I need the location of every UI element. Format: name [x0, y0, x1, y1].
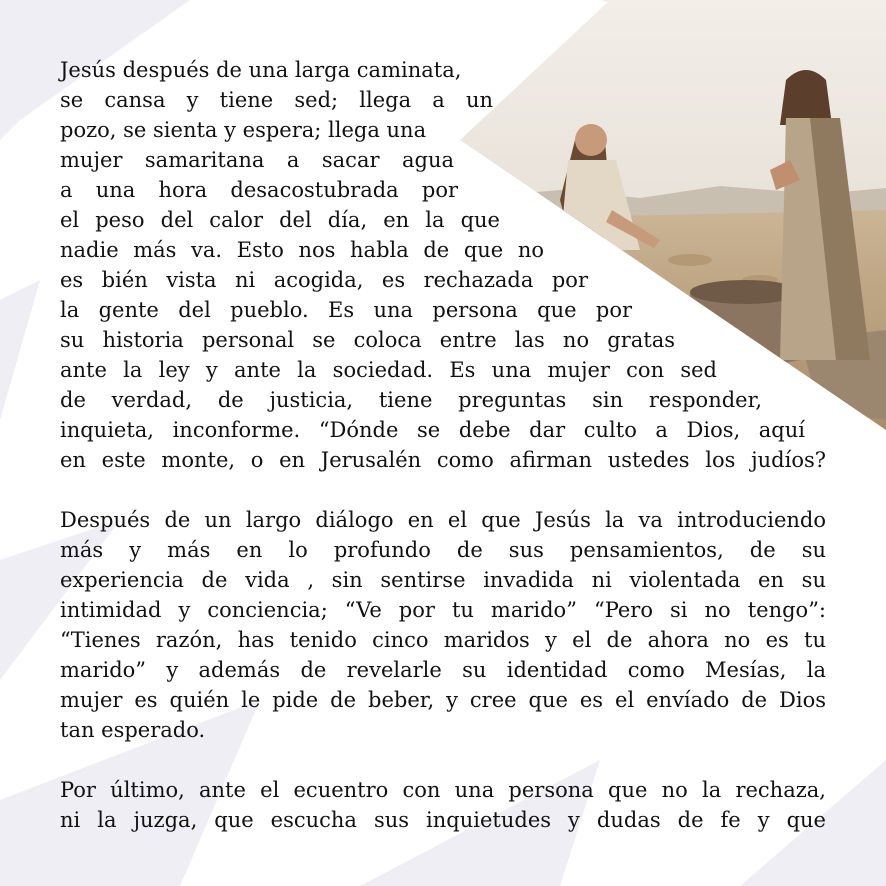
intro-line: en este monte, o en Jerusalén como afirman ustedes los judíos?: [60, 448, 826, 472]
intro-line: a una hora desacostubrada por: [60, 178, 458, 202]
paragraph-2-line: más y más en lo profundo de sus pensamientos, de su: [60, 538, 826, 562]
paragraph-3-line: ni la juzga, que escucha sus inquietudes y dudas de fe y que: [60, 808, 826, 832]
paragraph-2-line: Después de un largo diálogo en el que Jesús la va introduciendo: [60, 508, 826, 532]
intro-line: nadie más va. Esto nos habla de que no: [60, 238, 544, 262]
intro-line: es bién vista ni acogida, es rechazada por: [60, 268, 588, 292]
paragraph-2-line: mujer es quién le pide de beber, y cree que es el envíado de Dios: [60, 688, 826, 712]
intro-line: pozo, se sienta y espera; llega una: [60, 118, 427, 142]
paragraph-3-line: Por último, ante el ecuentro con una persona que no la rechaza,: [60, 778, 826, 802]
intro-line: se cansa y tiene sed; llega a un: [60, 88, 493, 112]
paragraph-2-line: experiencia de vida , sin sentirse invadida ni violentada en su: [60, 568, 826, 592]
paragraph-2-line: tan esperado.: [60, 718, 206, 742]
paragraph-2-line: “Tienes razón, has tenido cinco maridos y el de ahora no es tu: [60, 628, 826, 652]
intro-paragraph: [60, 0, 830, 886]
intro-line: de verdad, de justicia, tiene preguntas sin responder,: [60, 388, 762, 412]
paragraph-2-line: intimidad y conciencia; “Ve por tu marido” “Pero si no tengo”:: [60, 598, 826, 622]
intro-line: su historia personal se coloca entre las no gratas: [60, 328, 675, 352]
intro-line: el peso del calor del día, en la que: [60, 208, 500, 232]
intro-line: inquieta, inconforme. “Dónde se debe dar culto a Dios, aquí: [60, 418, 805, 442]
intro-line: mujer samaritana a sacar agua: [60, 148, 454, 172]
paragraph-2-line: marido” y además de revelarle su identidad como Mesías, la: [60, 658, 826, 682]
intro-line: ante la ley y ante la sociedad. Es una mujer con sed: [60, 358, 717, 382]
intro-line: Jesús después de una larga caminata,: [60, 58, 462, 82]
intro-line: la gente del pueblo. Es una persona que por: [60, 298, 632, 322]
